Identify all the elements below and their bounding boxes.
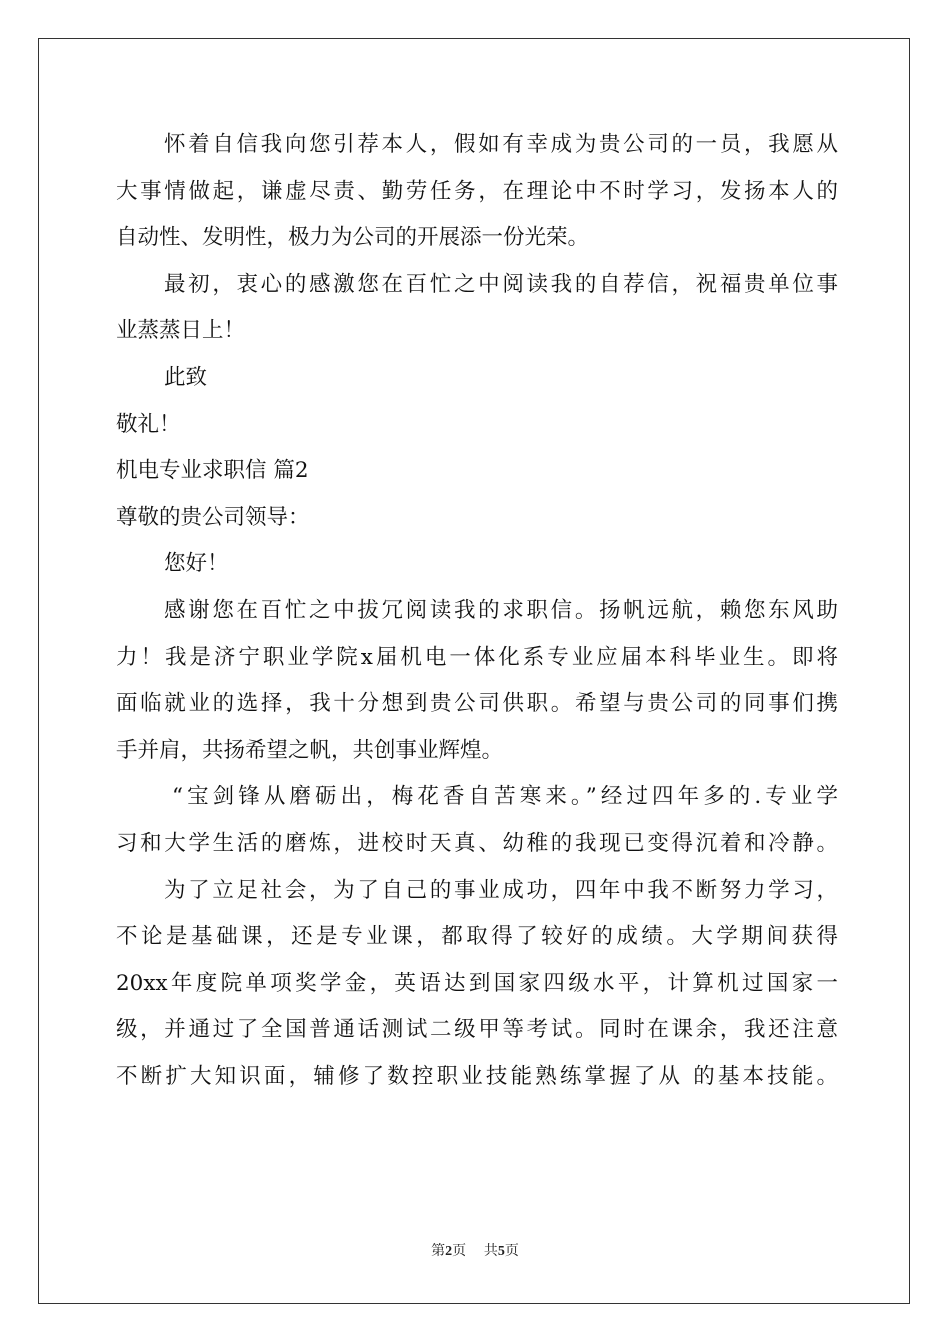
paragraph-line: 力！我是济宁职业学院x届机电一体化系专业应届本科毕业生。即将: [116, 644, 838, 670]
paragraph-line: 习和大学生活的磨炼，进校时天真、幼稚的我现已变得沉着和冷静。: [116, 830, 838, 856]
paragraph-line: 级，并通过了全国普通话测试二级甲等考试。同时在课余，我还注意: [116, 1017, 838, 1043]
footer-page-suffix: 页: [452, 1243, 467, 1259]
paragraph-line: 手并肩，共扬希望之帆，共创事业辉煌。: [116, 737, 504, 763]
letter-greeting: 您好！: [164, 551, 229, 577]
paragraph-line: 自动性、发明性，极力为公司的开展添一份光荣。: [116, 225, 590, 251]
closing-regards: 敬礼！: [116, 411, 181, 437]
paragraph-line: 业蒸蒸日上！: [116, 318, 246, 344]
page-footer: [0, 1240, 950, 1260]
footer-total-number: 5: [497, 1244, 505, 1259]
paragraph-line: 大事情做起，谦虚尽责、勤劳任务，在理论中不时学习，发扬本人的: [116, 178, 838, 204]
closing-salutation: 此致: [164, 364, 208, 390]
footer-page-number: 2: [445, 1244, 453, 1259]
paragraph-line: 不论是基础课，还是专业课，都取得了较好的成绩。大学期间获得: [116, 924, 838, 950]
document-body: [116, 122, 838, 1100]
paragraph-line: 不断扩大知识面，辅修了数控职业技能熟练掌握了从 的基本技能。: [116, 1063, 838, 1089]
paragraph-line: 怀着自信我向您引荐本人，假如有幸成为贵公司的一员，我愿从: [164, 132, 838, 157]
paragraph-line: 为了立足社会，为了自己的事业成功，四年中我不断努力学习，: [164, 877, 838, 903]
section-title: 机电专业求职信 篇2: [116, 458, 309, 484]
footer-total-suffix: 页: [504, 1243, 519, 1259]
paragraph-line: “宝剑锋从磨砺出，梅花香自苦寒来。”经过四年多的.专业学: [172, 784, 838, 810]
paragraph-line: 20xx年度院单项奖学金，英语达到国家四级水平，计算机过国家一: [116, 970, 838, 996]
paragraph-line: 最初，衷心的感激您在百忙之中阅读我的自荐信，祝福贵单位事: [164, 271, 838, 297]
paragraph-line: 感谢您在百忙之中拔冗阅读我的求职信。扬帆远航，赖您东风助: [164, 597, 838, 623]
footer-page-prefix: 第: [431, 1243, 446, 1259]
footer-total-prefix: 共: [483, 1243, 498, 1259]
letter-addressee: 尊敬的贵公司领导：: [116, 504, 310, 530]
paragraph-line: 面临就业的选择，我十分想到贵公司供职。希望与贵公司的同事们携: [116, 691, 838, 717]
